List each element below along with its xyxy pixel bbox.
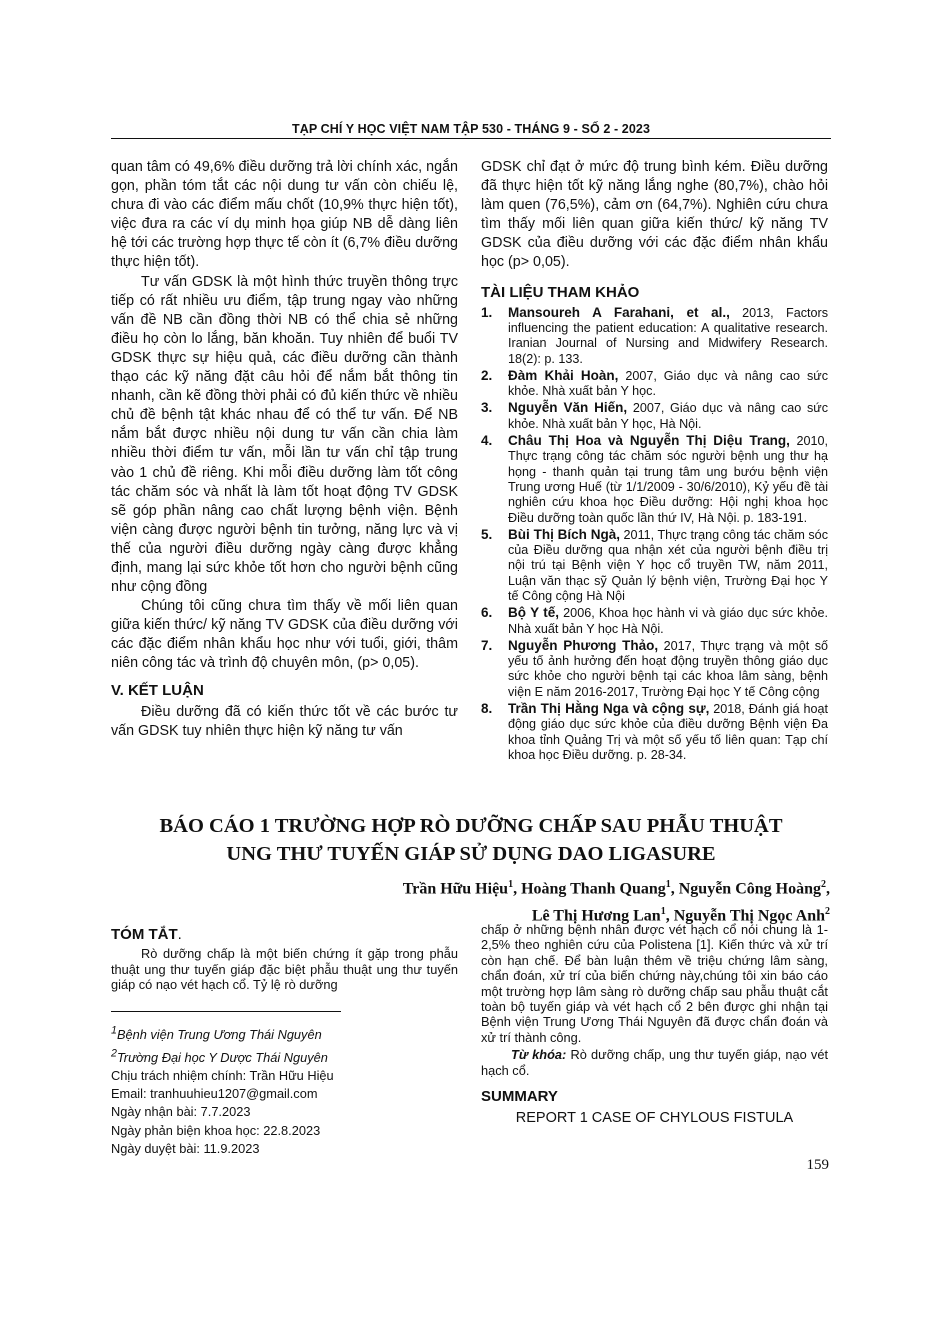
footnote-rule xyxy=(111,1011,341,1012)
abstract-text-left: Rò dưỡng chấp là một biến chứng ít gặp trong phẫu thuật ung thư tuyến giáp đặc biệt phẫu thuật ung thư tuyến giáp có nạo vét hạch cổ. Tỷ lệ rò dưỡng xyxy=(111,946,458,992)
article-title xyxy=(111,812,831,868)
page-number: 159 xyxy=(806,1157,829,1173)
left-paragraph-4: Điều dưỡng đã có kiến thức tốt về các bước tư vấn GDSK tuy nhiên thực hiện kỹ năng tư vấn xyxy=(111,703,458,739)
right-column xyxy=(481,158,828,764)
reference-author: Châu Thị Hoa và Nguyễn Thị Diệu Trang, xyxy=(508,433,790,449)
author-list xyxy=(230,873,830,928)
reference-item: 1. Mansoureh A Farahani, et al., 2013, Factors influencing the patient education: A qualitative research. Iranian Journal of Nursing and Midwifery Research. 18(2): p. 133. xyxy=(481,304,828,366)
references-title: TÀI LIỆU THAM KHẢO xyxy=(481,283,640,301)
reference-item: 7. Nguyễn Phương Thảo, 2017, Thực trạng và một số yếu tố ảnh hưởng đến hoạt động truyền thông giáo dục sức khỏe cho người bệnh tại các khoa lâm sàng, bệnh viện E năm 2016-2017, Trường Đại học Y tế Công cộng xyxy=(481,637,828,699)
corresponding-author: Chịu trách nhiệm chính: Trần Hữu Hiệu xyxy=(111,1067,334,1083)
author-name: Lê Thị Hương Lan xyxy=(531,907,661,925)
footnotes xyxy=(111,1022,361,1158)
header-rule xyxy=(111,138,831,139)
summary-subtitle: REPORT 1 CASE OF CHYLOUS FISTULA xyxy=(515,1110,794,1127)
left-paragraph-1: quan tâm có 49,6% điều dưỡng trả lời chính xác, ngắn gọn, phần tóm tắt các nội dung tư vấn còn chiếu lệ, chưa đi vào các điểm mấu chốt (10,9% thực hiện tốt), việc đưa ra các ví dụ minh họa giúp NB dễ dàng liên hệ tới các trường hợp thực tế còn ít (6,7% điều dưỡng thực hiện tốt). xyxy=(111,159,458,271)
left-column xyxy=(111,158,458,741)
left-paragraph-2: Tư vấn GDSK là một hình thức truyền thông trực tiếp có rất nhiều ưu điểm, tập trung ngay vào những vấn đề NB cần đồng thời NB có thể chia sẻ những điều họ còn lo lắng, băn khoăn. Tuy nhiên để buổi TV GDSK thực sự hiệu quả, các điều dưỡng cần thành thạo các kỹ năng đặt câu hỏi để nắm bắt thông tin nhanh, cần kẽ đồng thời phải có đủ kiến thức về nhiều chủ đề bệnh tật khác nhau để có thể tư vấn. Để NB nắm bắt được nhiều nội dung tư vấn cần chia làm nhiều thời điểm tư vấn, mỗi lần tư vấn chỉ tập trung vào 1 chủ đề riêng. Khi mỗi điều dưỡng làm tốt công tác chăm sóc và nhất là làm tốt hoạt động TV GDSK sẽ góp phần nâng cao chất lượng bệnh viện. Bệnh viện càng được người bệnh tin tưởng, năng lực và vị thế của người điều dưỡng ngày càng được khẳng định, mang lại sức khỏe tốt hơn cho người bệnh cũng như cộng đồng xyxy=(111,273,458,596)
reference-author: Trần Thị Hằng Nga và cộng sự, xyxy=(508,701,710,717)
summary-title: SUMMARY xyxy=(481,1088,558,1106)
right-paragraph-1: GDSK chỉ đạt ở mức độ trung bình kém. Điều dưỡng đã thực hiện tốt kỹ năng lắng nghe (80,7%), chào hỏi làm quen (76,5%), cảm ơn (64,7%). Nghiên cứu chưa tìm thấy mối liên quan giữa kiến thức/ kỹ năng TV GDSK của điều dưỡng với các đặc điểm nhân khẩu học (p> 0,05). xyxy=(481,159,828,271)
affiliation-2: $^2$Trường Đại học Y Dược Thái Nguyên xyxy=(111,1047,328,1065)
abstract-title: TÓM TẮT. xyxy=(111,926,182,943)
section-title-conclusion: V. KẾT LUẬN xyxy=(111,681,204,699)
running-header: TẠP CHÍ Y HỌC VIỆT NAM TẬP 530 - THÁNG 9 - SỐ 2 - 2023 xyxy=(291,122,651,136)
keywords: Từ khóa: Rò dưỡng chấp, ung thư tuyến giáp, nạo vét hạch cổ. xyxy=(481,1047,829,1078)
left-paragraph-3: Chúng tôi cũng chưa tìm thấy về mối liên quan giữa kiến thức/ kỹ năng TV GDSK của điều dưỡng với các đặc điểm nhân khẩu học như với tuổi, giới, thâm niên công tác và trình độ chuyên môn, (p> 0,05). xyxy=(111,598,458,672)
abstract-text-right: chấp ở những bệnh nhân được vét hạch cổ nói chung là 1-2,5% theo nghiên cứu của Polistena [1]. Kiến thức và xử trí còn hạn chế. Để bàn luận thêm về triệu chứng lâm sàng, chẩn đoán, xử trí của biến chứng này,chúng tôi xin báo cáo một trường hợp lâm sàng rò dưỡng chấp sau phẫu thuật cắt toàn bộ tuyến giáp và vét hạch cổ 2 bên được ghi nhận tại Bệnh viện Trung Ương Thái Nguyên đã được chẩn đoán và xử trí thành công. xyxy=(481,922,828,1045)
reference-author: Bùi Thị Bích Ngà, xyxy=(508,526,620,542)
reference-item: 2. Đàm Khải Hoàn, 2007, Giáo dục và nâng cao sức khỏe. Nhà xuất bản Y học. xyxy=(481,367,828,399)
reference-item: 3. Nguyễn Văn Hiến, 2007, Giáo dục và nâng cao sức khỏe. Nhà xuất bản Y học, Hà Nội. xyxy=(481,400,828,431)
abstract-right-column xyxy=(481,922,828,1128)
date-received: Ngày nhận bài: 7.7.2023 xyxy=(111,1104,251,1120)
author-name: Nguyễn Thị Ngọc Anh xyxy=(673,907,825,925)
author-name: Trần Hữu Hiệu xyxy=(402,880,509,898)
reference-list xyxy=(481,305,828,764)
reference-author: Đàm Khải Hoàn, xyxy=(508,367,619,383)
email: Email: tranhuuhieu1207@gmail.com xyxy=(111,1086,318,1102)
date-accepted: Ngày duyệt bài: 11.9.2023 xyxy=(111,1140,260,1156)
reference-author: Nguyễn Phương Thảo, xyxy=(508,637,659,653)
reference-item: 5. Bùi Thị Bích Ngà, 2011, Thực trạng công tác chăm sóc của Điều dưỡng qua nhận xét của người bệnh điều trị nội trú tại Bệnh viện Y học cổ truyền TW, năm 2011, Luận văn thạc sỹ Quản lý bệnh viện, Trường Đại học Y tế Công cộng Hà Nội xyxy=(481,526,828,603)
author-name: Hoàng Thanh Quang xyxy=(521,880,666,898)
reference-author: Mansoureh A Farahani, et al., xyxy=(508,304,730,320)
abstract-left-column xyxy=(111,925,458,992)
author-name: Nguyễn Công Hoàng xyxy=(678,880,821,898)
reference-item: 4. Châu Thị Hoa và Nguyễn Thị Diệu Trang, 2010, Thực trạng công tác chăm sóc người bệnh ung thư hạ họng - thanh quản tại trung tâm ung bướu bệnh viện Trung ương Huế (từ 1/1/2009 - 30/6/2010), Kỷ yếu đề tài nghiên cứu khoa học Điều dưỡng: Hội nghị khoa học Điều dưỡng toàn quốc lần thứ IV, Hà Nội. p. 183-191. xyxy=(481,433,829,525)
article-title-line-2: UNG THƯ TUYẾN GIÁP SỬ DỤNG DAO LIGASURE xyxy=(226,843,716,865)
author-line-1: Trần Hữu Hiệu$^1$, Hoàng Thanh Quang$^1$, Nguyễn Công Hoàng$^2$, xyxy=(402,879,830,898)
affiliation-1: $^1$Bệnh viện Trung Ương Thái Nguyên xyxy=(111,1025,322,1043)
article-title-line-1: BÁO CÁO 1 TRƯỜNG HỢP RÒ DƯỠNG CHẤP SAU PHẪU THUẬT xyxy=(159,815,783,837)
reference-author: Bộ Y tế, xyxy=(508,605,560,621)
reference-author: Nguyễn Văn Hiến, xyxy=(508,400,628,416)
reference-item: 6. Bộ Y tế, 2006, Khoa học hành vi và giáo dục sức khỏe. Nhà xuất bản Y học Hà Nội. xyxy=(481,605,828,636)
author-line-2: Lê Thị Hương Lan$^1$, Nguyễn Thị Ngọc Anh$^2$ xyxy=(531,906,830,925)
date-reviewed: Ngày phản biện khoa học: 22.8.2023 xyxy=(111,1122,321,1138)
reference-item: 8. Trần Thị Hằng Nga và cộng sự, 2018, Đánh giá hoạt động giáo dục sức khỏe của điều dưỡng Bệnh viện Đa khoa tỉnh Quảng Trị và một số yếu tố liên quan: Tạp chí khoa học Điều dưỡng. p. 28-34. xyxy=(481,701,828,762)
